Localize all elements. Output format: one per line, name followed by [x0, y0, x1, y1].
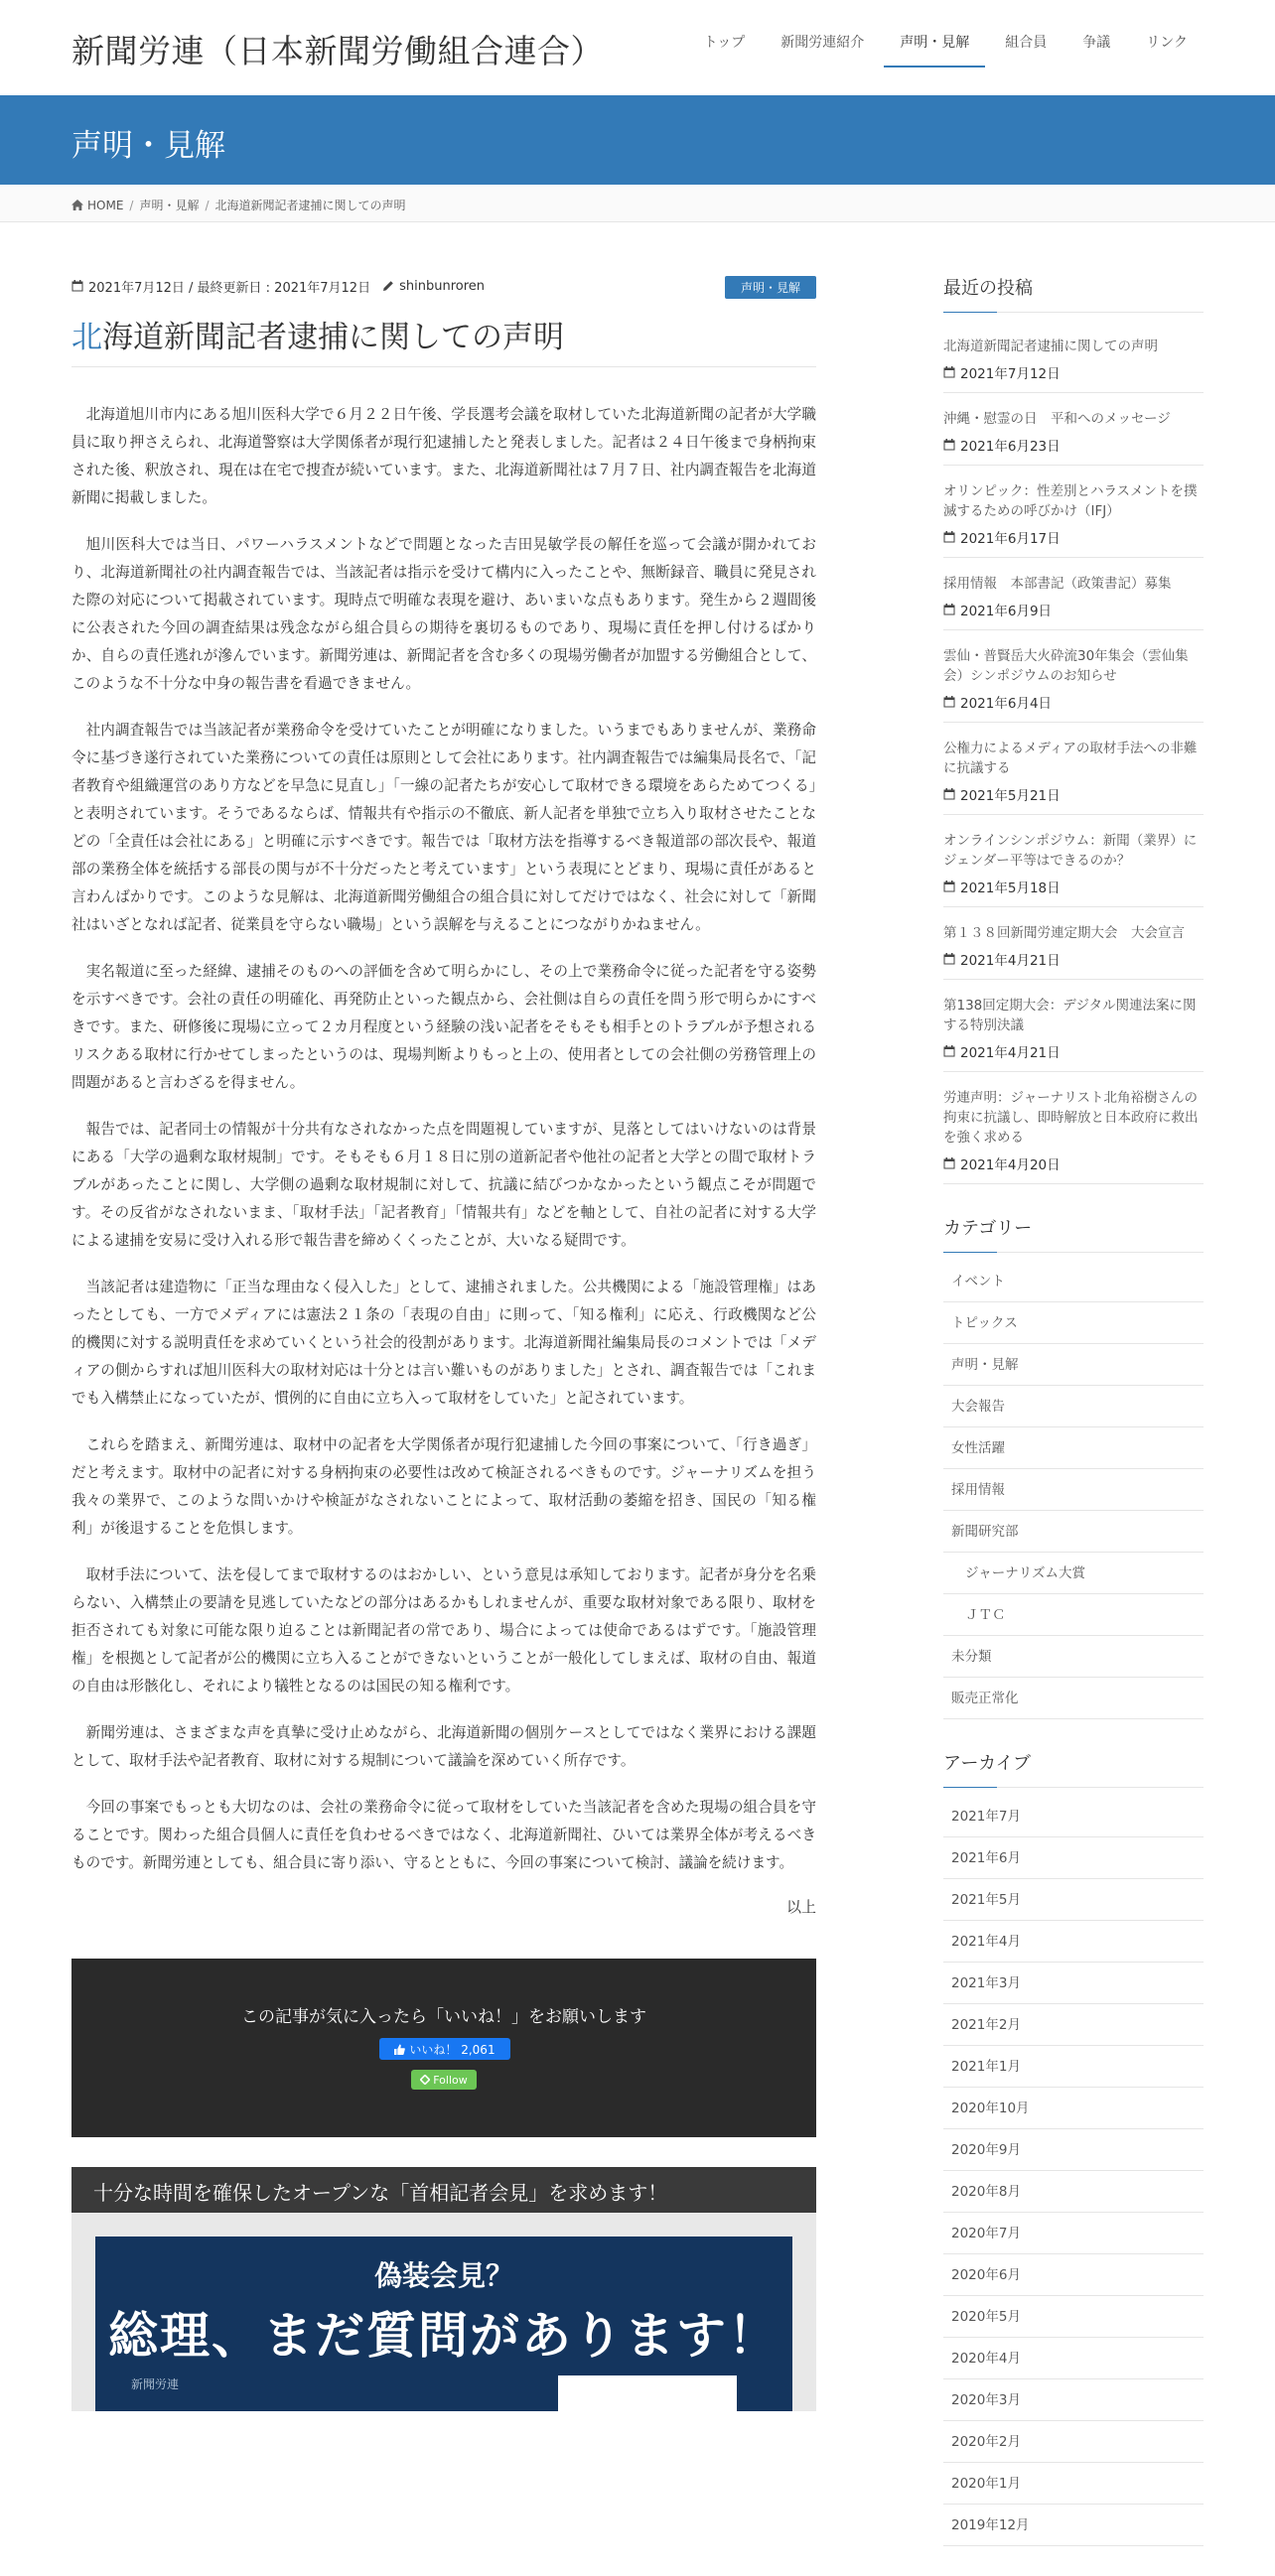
nav-item-about[interactable]: 新聞労連紹介 — [780, 35, 865, 51]
recent-post-item — [943, 980, 1204, 1072]
body-paragraph: 取材手法について、法を侵してまで取材するのはおかしい、という意見は承知しております。記者が身分を名乗らない、入構禁止の要請を見逃していたなどの部分はあるかもしれませんが、重要な取材対象である限り、取材を拒否されても対象に可能な限り迫ることは新聞記者の常であり、場合によっては使命であるはずです。「施設管理権」を根拠として記者が公的機関に立ち入ることができないということが一般化してしまえば、取材の自由、報道の自由は形骸化し、それにより犠牲となるのは国民の知る権利です。 — [71, 1566, 816, 1695]
category-item[interactable]: 採用情報 — [943, 1469, 1204, 1511]
calendar-icon — [943, 366, 955, 378]
recent-post-item — [943, 1072, 1204, 1184]
recent-post-date: 2021年5月21日 — [943, 784, 1204, 804]
like-label: いいね！ 2,061 — [409, 2042, 496, 2057]
calendar-icon — [943, 439, 955, 451]
breadcrumb: HOME / 声明・見解 / 北海道新聞記者逮捕に関しての声明 — [0, 185, 1275, 222]
body-paragraph: 報告では、記者同士の情報が十分共有なされなかった点を問題視していますが、見落としてはいけないのは背景にある「大学の過剰な取材規制」です。そもそも６月１８日に別の道新記者や他社の記者と大学との間で取材トラブルがあったことに関し、大学側の過剰な取材規制に対して、抗議に結びつかなかったという観点こそが問題です。その反省がなされないまま、「取材手法」「記者教育」「情報共有」などを軸として、自社の記者に対する大学による逮捕を安易に受け入れる形で報告書を締めくくったことが、大いなる疑問です。 — [71, 1121, 816, 1249]
pencil-icon — [382, 280, 394, 292]
recent-post-item — [943, 723, 1204, 815]
archive-title: アーカイブ — [943, 1749, 1204, 1788]
recent-post-item — [943, 321, 1204, 393]
entry-author[interactable]: shinbunroren — [399, 278, 485, 294]
entry-dates: 2021年7月12日 / 最終更新日 : 2021年7月12日 — [88, 280, 371, 296]
archive-item[interactable]: 2021年3月 — [943, 1963, 1204, 2004]
archive-item[interactable]: 2021年1月 — [943, 2046, 1204, 2088]
category-badge[interactable]: 声明・見解 — [725, 276, 816, 299]
category-item[interactable]: 女性活躍 — [943, 1427, 1204, 1469]
recent-post-link[interactable]: 第１３８回新聞労連定期大会 大会宣言 — [943, 925, 1185, 941]
category-item[interactable]: 未分類 — [943, 1636, 1204, 1678]
body-paragraph: 今回の事案でもっとも大切なのは、会社の業務命令に従って取材をしていた当該記者を含めた現場の組合員を守ることです。関わった組合員個人に責任を負わせるべきではなく、北海道新聞社、ひいては業界全体が考えるべきものです。新聞労連としても、組合員に寄り添い、守るとともに、今回の事案について検討、議論を続けます。 — [71, 1799, 816, 1871]
entry-meta — [71, 274, 816, 298]
recent-post-link[interactable]: 公権力によるメディアの取材手法への非難に抗議する — [943, 741, 1198, 776]
body-paragraph: これらを踏まえ、新聞労連は、取材中の記者を大学関係者が現行犯逮捕した今回の事案について、「行き過ぎ」だと考えます。取材中の記者に対する身柄拘束の必要性は改めて検証されるべきものです。ジャーナリズムを担う我々の業界で、このような問いかけや検証がなされないことによって、取材活動の萎縮を招き、国民の「知る権利」が後退することを危惧します。 — [71, 1436, 816, 1537]
category-item[interactable]: 新聞研究部 — [943, 1511, 1204, 1553]
recent-post-date: 2021年5月18日 — [943, 877, 1204, 896]
nav-item-statements[interactable]: 声明・見解 — [884, 22, 985, 68]
calendar-icon — [943, 788, 955, 800]
banner-panel — [558, 2375, 737, 2411]
site-header — [0, 0, 1275, 95]
recent-post-date: 2021年4月21日 — [943, 949, 1204, 969]
follow-label: Follow — [433, 2073, 468, 2087]
archive-item[interactable]: 2020年10月 — [943, 2088, 1204, 2129]
category-item[interactable]: ジャーナリズム大賞 — [943, 1553, 1204, 1594]
archive-item[interactable]: 2021年2月 — [943, 2004, 1204, 2046]
banner-headline: 総理、まだ質問があります！ — [108, 2307, 779, 2365]
feedly-icon — [420, 2075, 430, 2085]
archive-item[interactable]: 2021年4月 — [943, 1921, 1204, 1963]
page-header-title: 声明・見解 — [71, 128, 225, 164]
body-paragraph: 北海道旭川市内にある旭川医科大学で６月２２日午後、学長選考会議を取材していた北海道新聞の記者が大学職員に取り押さえられ、北海道警察は大学関係者が現行犯逮捕したと発表しました。記者は２４日午後まで身柄拘束された後、釈放され、現在は在宅で捜査が続いています。また、北海道新聞社は７月７日、社内調査報告を北海道新聞に掲載しました。 — [71, 406, 816, 506]
category-item[interactable]: 販売正常化 — [943, 1678, 1204, 1719]
recent-post-date: 2021年6月4日 — [943, 692, 1204, 712]
recent-post-date: 2021年6月23日 — [943, 435, 1204, 455]
archive-widget — [943, 1749, 1204, 2546]
sidebar — [943, 274, 1204, 2576]
nav-item-top[interactable]: トップ — [703, 35, 746, 51]
recent-post-item — [943, 558, 1204, 630]
recent-post-link[interactable]: 北海道新聞記者逮捕に関しての声明 — [943, 339, 1158, 354]
body-paragraph: 社内調査報告では当該記者が業務命令を受けていたことが明確になりました。いうまでもありませんが、業務命令に基づき遂行されていた業務についての責任は原則として会社にあります。社内調査報告では編集局長名で、「記者教育や組織運営のあり方などを早急に見直し」「一線の記者たちが安心して取材できる環境をあらためてつくる」と表明されています。そうであるならば、情報共有や指示の不徹底、新人記者を単独で立ち入り取材させたことなどの「全責任は会社にある」と明確に示すべきです。報告では「取材方法を指導するべき報道部の部次長や、報道部の業務全体を統括する部長の関与が不十分だったと考えています」という表現にとどまり、現場に責任があると言わんばかりです。このような見解は、北海道新聞労働組合の組合員に対してだけではなく、社会に対して「新聞社はいざとなれば記者、従業員を守らない職場」という誤解を与えることにつながりかねません。 — [71, 722, 816, 933]
category-title: カテゴリー — [943, 1214, 1204, 1253]
banner[interactable] — [71, 2213, 816, 2411]
feedly-follow-button[interactable] — [411, 2070, 477, 2090]
recent-post-date: 2021年6月9日 — [943, 600, 1204, 619]
archive-item[interactable]: 2020年6月 — [943, 2254, 1204, 2296]
recent-post-item — [943, 630, 1204, 723]
banner-question: 偽装会見？ — [373, 2259, 513, 2292]
archive-item[interactable]: 2020年9月 — [943, 2129, 1204, 2171]
like-prompt: この記事が気に入ったら「いいね！」をお願いします — [241, 2007, 646, 2027]
nav-item-disputes[interactable]: 争議 — [1082, 35, 1111, 51]
archive-item[interactable]: 2020年1月 — [943, 2463, 1204, 2505]
nav-item-members[interactable]: 組合員 — [1005, 35, 1048, 51]
recent-posts-widget — [943, 274, 1204, 1184]
calendar-icon — [71, 280, 83, 292]
archive-list — [943, 1796, 1204, 2546]
archive-item[interactable]: 2021年7月 — [943, 1796, 1204, 1837]
entry-title: 北海道新聞記者逮捕に関しての声明 — [71, 312, 816, 367]
recent-post-date: 2021年7月12日 — [943, 362, 1204, 382]
calendar-icon — [943, 696, 955, 708]
banner-logo: 新聞労連 — [131, 2377, 180, 2391]
entry-body — [71, 401, 816, 1917]
global-nav — [684, 22, 1204, 68]
body-paragraph: 実名報道に至った経緯、逮捕そのものへの評価を含めて明らかにし、その上で業務命令に従った記者を守る姿勢を示すべきです。会社の責任の明確化、再発防止といった観点から、会社側は自らの責任を問う形で明らかにすべきです。また、研修後に現場に立って２カ月程度という経験の浅い記者をそもそも相手とのトラブルが予想されるリスクある取材に行かせてしまったというのは、現場判断よりもっと上の、使用者としての会社側の労務管理上の問題があると言わざるを得ません。 — [71, 963, 816, 1091]
home-icon — [71, 200, 83, 210]
body-paragraph: 旭川医科大では当日、パワーハラスメントなどで問題となった吉田晃敏学長の解任を巡って会議が開かれており、北海道新聞社の社内調査報告では、当該記者は指示を受けて構内に入ったことや、無断録音、職員に発見された際の対応について掲載されています。現時点で明確な表現を避け、あいまいな点もあります。発生から２週間後に公表された今回の調査結果は残念ながら組合員らの期待を裏切るものであり、現場に責任を押し付けるばかりか、自らの責任逃れが滲んでいます。新聞労連は、新聞記者を含む多くの現場労働者が加盟する労働組合として、このような不十分な中身の報告書を看過できません。 — [71, 536, 816, 692]
recent-post-link[interactable]: 採用情報 本部書記（政策書記）募集 — [943, 576, 1172, 592]
page-header — [0, 95, 1275, 185]
category-item[interactable]: トピックス — [943, 1302, 1204, 1344]
recent-post-link[interactable]: オンラインシンポジウム：新聞（業界）にジェンダー平等はできるのか？ — [943, 833, 1198, 869]
archive-item[interactable]: 2020年7月 — [943, 2213, 1204, 2254]
body-paragraph: 当該記者は建造物に「正当な理由なく侵入した」として、逮捕されました。公共機関による「施設管理権」はあったとしても、一方でメディアには憲法２１条の「表現の自由」に則って、「知る権利」に応え、行政機関など公的機関に対する説明責任を求めていくという社会的役割があります。北海道新聞社編集局長のコメントでは「メディアの側からすれば旭川医科大の取材対応は十分とは言い難いものがありました」とされ、調査報告では「これまでも入構禁止になっていたが、慣例的に自由に立ち入って取材をしていた」と記されています。 — [71, 1279, 816, 1407]
recent-posts-title: 最近の投稿 — [943, 274, 1204, 313]
calendar-icon — [943, 953, 955, 965]
category-list — [943, 1261, 1204, 1719]
recent-post-link[interactable]: 第138回定期大会：デジタル関連法案に関する特別決議 — [943, 998, 1197, 1033]
breadcrumb-home[interactable]: HOME — [87, 198, 124, 212]
breadcrumb-current: 北海道新聞記者逮捕に関しての声明 — [214, 199, 406, 212]
archive-item[interactable]: 2020年8月 — [943, 2171, 1204, 2213]
facebook-like-button[interactable] — [379, 2038, 510, 2060]
main-content — [71, 274, 816, 2411]
category-item[interactable]: 大会報告 — [943, 1386, 1204, 1427]
calendar-icon — [943, 531, 955, 543]
archive-item[interactable]: 2021年6月 — [943, 1837, 1204, 1879]
archive-item[interactable]: 2020年2月 — [943, 2421, 1204, 2463]
category-item[interactable]: イベント — [943, 1261, 1204, 1302]
recent-post-link[interactable]: 労連声明：ジャーナリスト北角裕樹さんの拘束に抗議し、即時解放と日本政府に救出を強く求める — [943, 1090, 1199, 1146]
nav-item-links[interactable]: リンク — [1146, 35, 1188, 51]
recent-post-item — [943, 466, 1204, 558]
recent-post-date: 2021年4月21日 — [943, 1041, 1204, 1061]
closing-text: 以上 — [785, 1898, 816, 1916]
calendar-icon — [943, 1045, 955, 1057]
recent-posts-list — [943, 321, 1204, 1184]
calendar-icon — [943, 604, 955, 615]
archive-item[interactable]: 2020年4月 — [943, 2338, 1204, 2379]
calendar-icon — [943, 881, 955, 892]
breadcrumb-category[interactable]: 声明・見解 — [139, 199, 200, 212]
recent-post-link[interactable]: 沖縄・慰霊の日 平和へのメッセージ — [943, 411, 1171, 427]
thumbs-up-icon — [394, 2044, 405, 2055]
recent-post-item — [943, 815, 1204, 907]
banner-heading: 十分な時間を確保したオープンな「首相記者会見」を求めます！ — [71, 2167, 816, 2213]
archive-item[interactable]: 2020年5月 — [943, 2296, 1204, 2338]
calendar-icon — [943, 1157, 955, 1169]
recent-post-link[interactable]: オリンピック：性差別とハラスメントを撲滅するための呼びかけ（IFJ） — [943, 483, 1198, 519]
category-item[interactable]: ＪＴＣ — [943, 1594, 1204, 1636]
recent-post-link[interactable]: 雲仙・普賢岳大火砕流30年集会（雲仙集会）シンポジウムのお知らせ — [943, 648, 1189, 684]
recent-post-item — [943, 393, 1204, 466]
archive-item[interactable]: 2019年12月 — [943, 2505, 1204, 2546]
archive-item[interactable]: 2020年3月 — [943, 2379, 1204, 2421]
recent-post-date: 2021年6月17日 — [943, 527, 1204, 547]
recent-post-date: 2021年4月20日 — [943, 1153, 1204, 1173]
category-item[interactable]: 声明・見解 — [943, 1344, 1204, 1386]
recent-post-item — [943, 907, 1204, 980]
category-widget — [943, 1214, 1204, 1719]
like-box — [71, 1959, 816, 2137]
banner-image[interactable] — [95, 2237, 792, 2411]
archive-item[interactable]: 2021年5月 — [943, 1879, 1204, 1921]
site-title[interactable]: 新聞労連（日本新聞労働組合連合） — [71, 32, 604, 70]
body-paragraph: 新聞労連は、さまざまな声を真摯に受け止めながら、北海道新聞の個別ケースとしてではなく業界における課題として、取材手法や記者教育、取材に対する規制について議論を深めていく所存です。 — [71, 1724, 816, 1769]
